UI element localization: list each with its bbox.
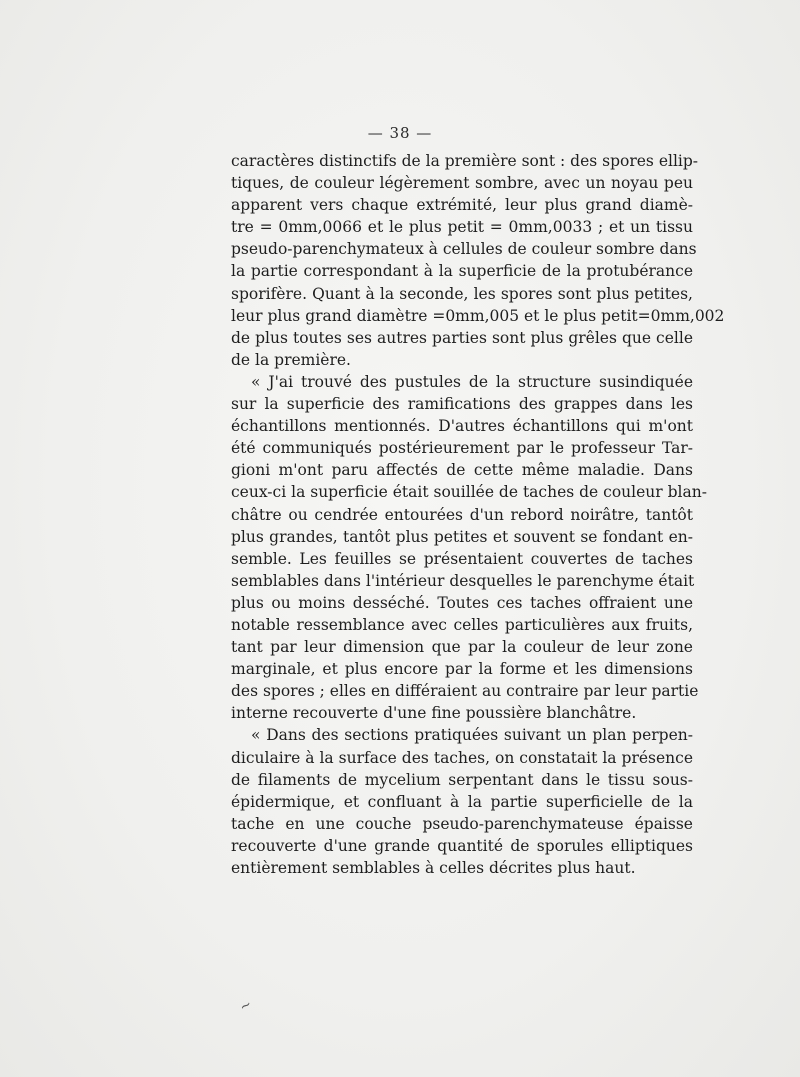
text-line: ceux-ci la superficie était souillée de taches de couleur blan- xyxy=(231,483,707,502)
text-line: tache en une couche pseudo-parenchymateuse épaisse xyxy=(231,814,693,833)
text-line: plus ou moins desséché. Toutes ces taches offraient une xyxy=(231,593,693,612)
text-line: de plus toutes ses autres parties sont plus grêles que celle xyxy=(231,328,693,347)
text-line: la partie correspondant à la superficie de la protubérance xyxy=(231,262,693,281)
text-line: notable ressemblance avec celles particulières aux fruits, xyxy=(231,615,693,634)
text-line: semblables dans l'intérieur desquelles le parenchyme était xyxy=(231,571,695,590)
text-line: caractères distinctifs de la première sont : des spores ellip- xyxy=(231,152,699,170)
body-text xyxy=(231,150,725,879)
text-line: de filaments de mycelium serpentant dans le tissu sous- xyxy=(231,770,693,789)
text-line: « J'ai trouvé des pustules de la structure susindiquée xyxy=(251,372,693,391)
text-line: leur plus grand diamètre =0mm,005 et le plus petit=0mm,002 xyxy=(231,306,725,325)
text-line: sur la superficie des ramifications des grappes dans les xyxy=(231,395,693,414)
text-line: entièrement semblables à celles décrites plus haut. xyxy=(231,859,636,877)
text-line: gioni m'ont paru affectés de cette même maladie. Dans xyxy=(231,461,693,480)
text-line: sporifère. Quant à la seconde, les spores sont plus petites, xyxy=(231,284,693,303)
text-line: tant par leur dimension que par la couleur de leur zone xyxy=(231,638,693,657)
text-line: tre = 0mm,0066 et le plus petit = 0mm,0033 ; et un tissu xyxy=(231,218,693,237)
text-line: interne recouverte d'une fine poussière blanchâtre. xyxy=(231,704,637,723)
text-line: plus grandes, tantôt plus petites et souvent se fondant en- xyxy=(231,527,693,546)
text-line: châtre ou cendrée entourées d'un rebord noirâtre, tantôt xyxy=(231,505,693,524)
text-line: des spores ; elles en différaient au contraire par leur partie xyxy=(231,682,699,701)
text-line: tiques, de couleur légèrement sombre, avec un noyau peu xyxy=(231,174,693,193)
text-line: « Dans des sections pratiquées suivant un plan perpen- xyxy=(251,726,693,745)
text-line: de la première. xyxy=(231,350,351,369)
text-line: été communiqués postérieurement par le professeur Tar- xyxy=(231,439,693,458)
text-line: marginale, et plus encore par la forme et les dimensions xyxy=(231,660,693,679)
text-line: pseudo-parenchymateux à cellules de couleur sombre dans xyxy=(231,240,697,259)
text-line: diculaire à la surface des taches, on constatait la présence xyxy=(231,748,693,767)
page-number: — 38 — xyxy=(367,124,433,142)
ink-smudge: ~ xyxy=(236,996,255,1016)
text-line: échantillons mentionnés. D'autres échantillons qui m'ont xyxy=(231,417,693,436)
text-line: semble. Les feuilles se présentaient couvertes de taches xyxy=(231,549,693,568)
text-line: apparent vers chaque extrémité, leur plus grand diamè- xyxy=(231,196,693,215)
text-line: épidermique, et confluant à la partie superficielle de la xyxy=(231,792,693,811)
text-line: recouverte d'une grande quantité de sporules elliptiques xyxy=(231,836,693,855)
